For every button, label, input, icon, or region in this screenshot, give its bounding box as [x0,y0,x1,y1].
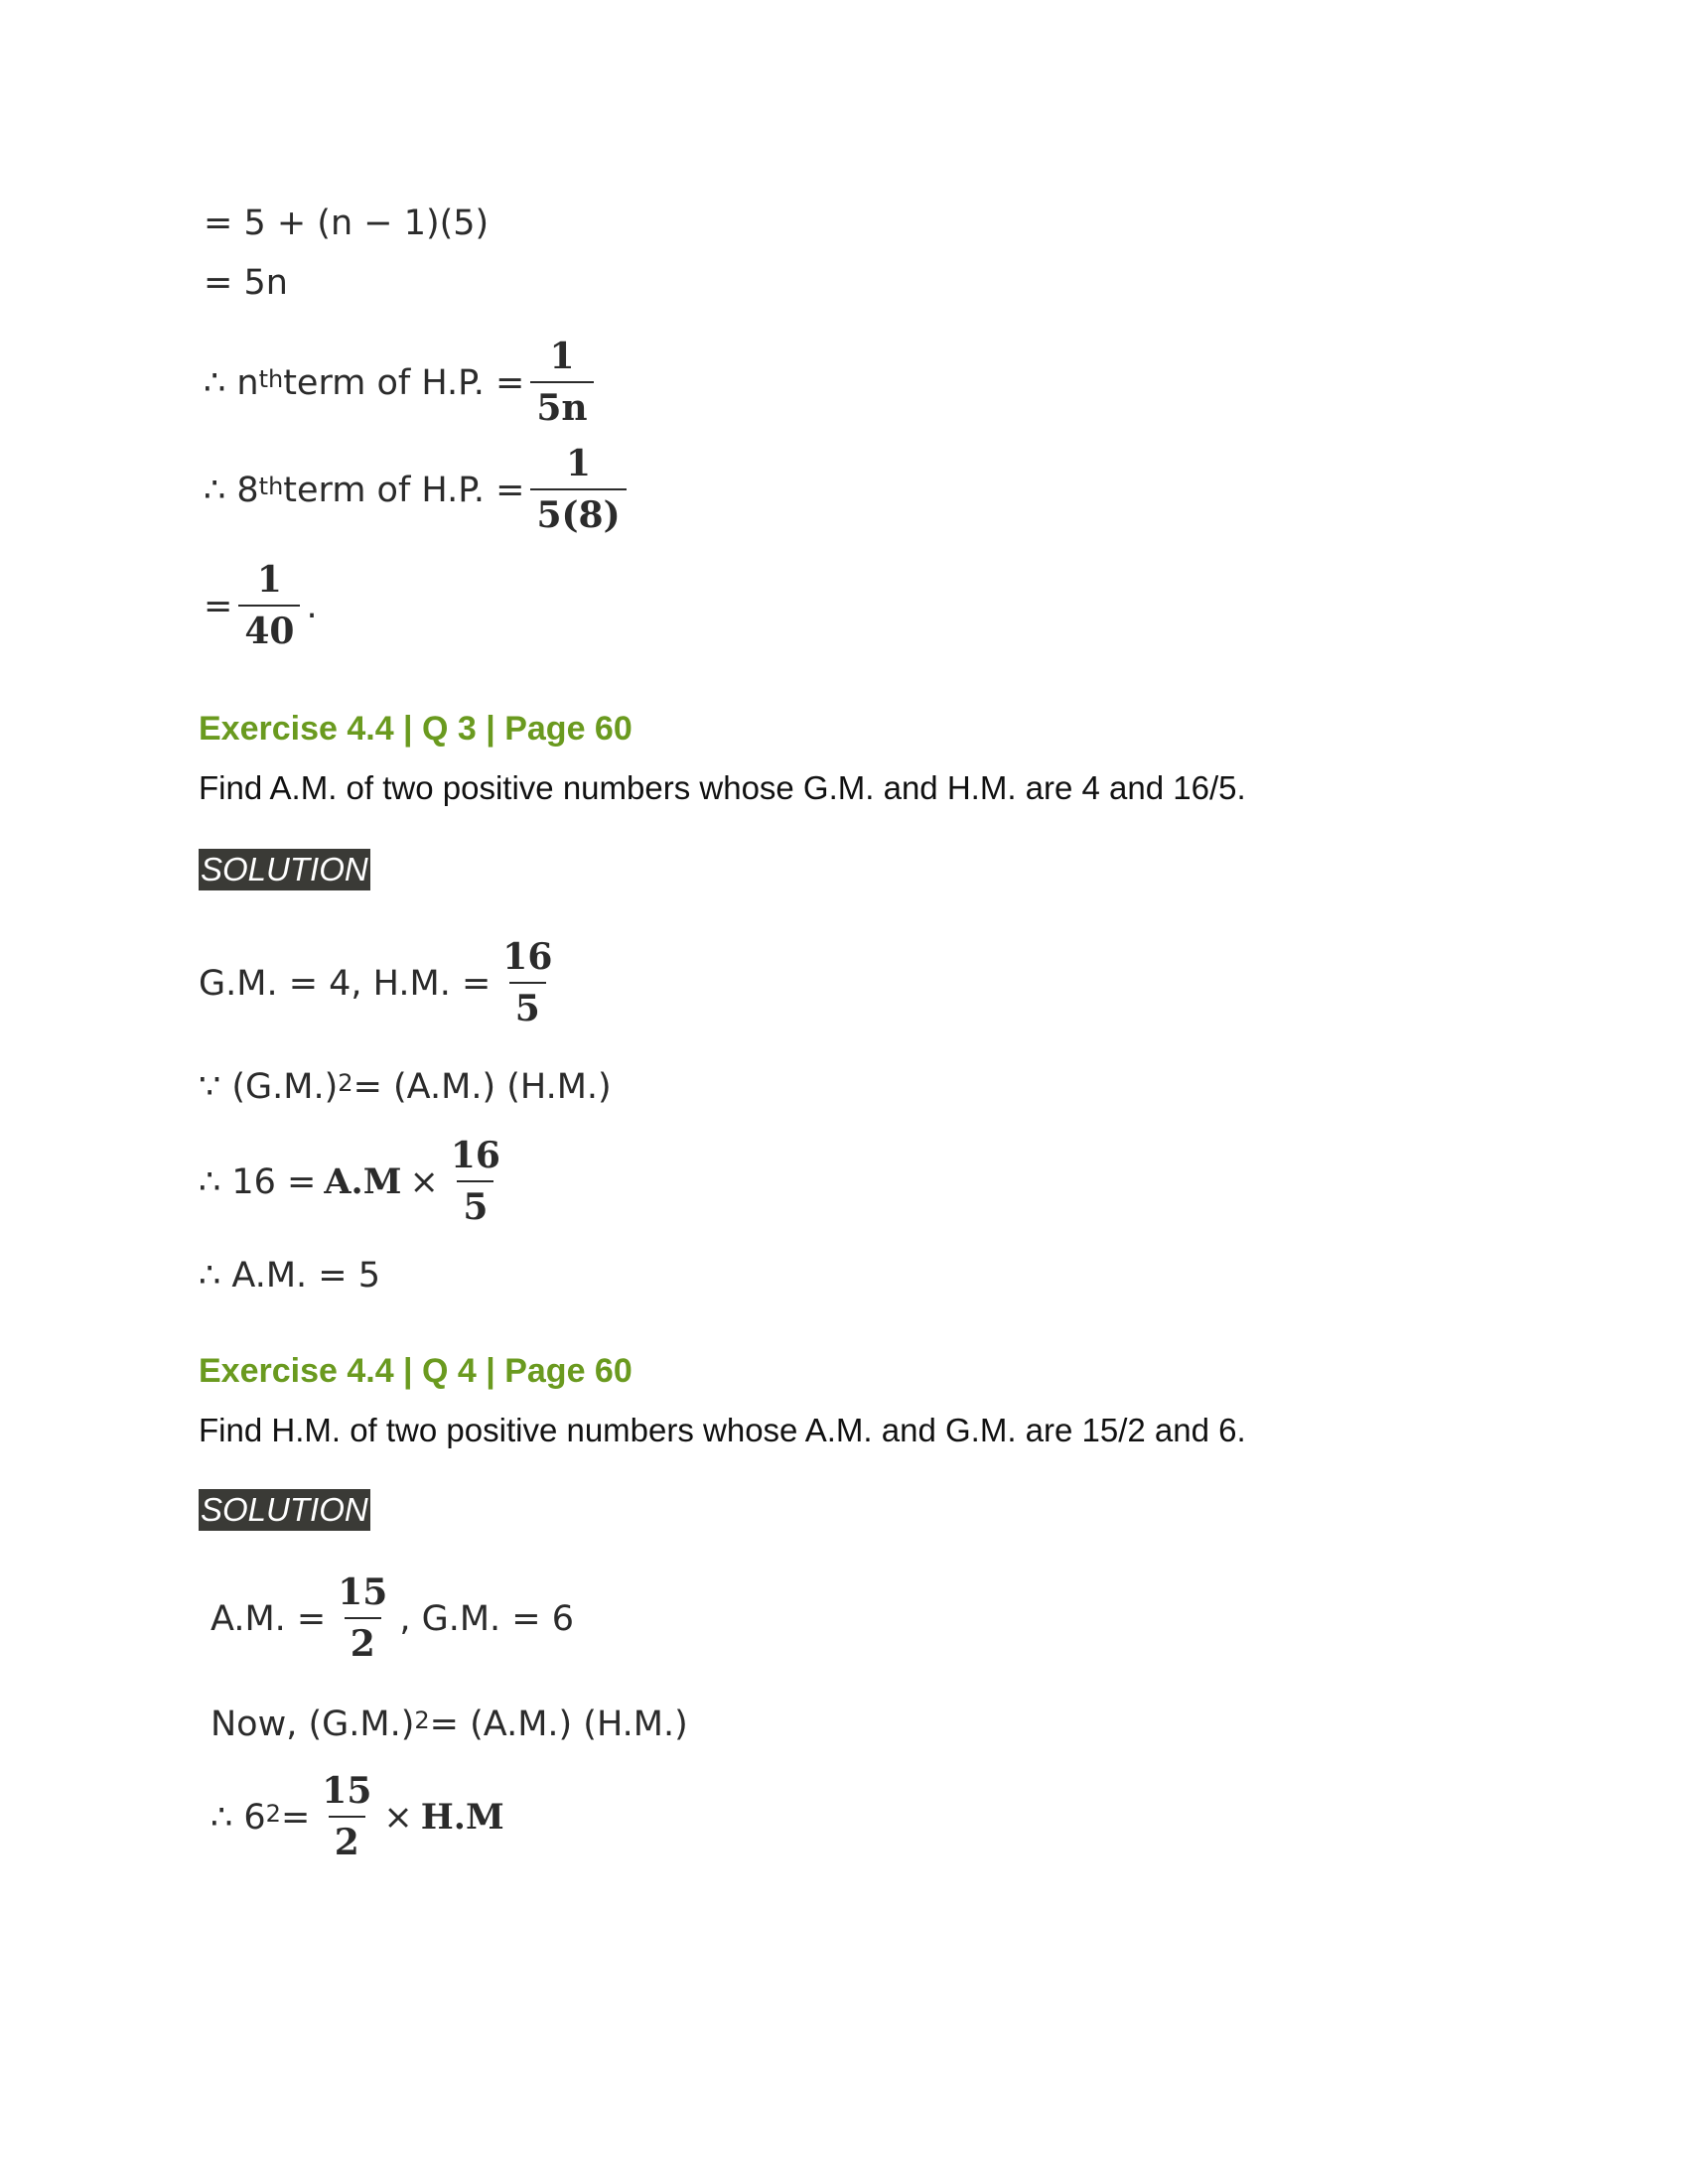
q3-step-3-a: ∴ 16 = [199,1161,317,1202]
numerator: 15 [338,1571,388,1613]
denominator: 5n [530,381,593,429]
line-4-prefix: ∴ 8 [204,470,259,510]
q4-step-2 [211,1705,688,1744]
line-3-sup: th [258,364,284,393]
q4-step-3-sup: 2 [265,1799,281,1828]
line-5-prefix: = [204,586,233,626]
q4-step-1 [211,1573,574,1664]
q3-step-2-a: ∵ (G.M.) [199,1067,339,1107]
line-5-suffix: . [306,586,318,626]
denominator: 5 [509,982,546,1029]
exercise-heading-q4: Exercise 4.4 | Q 4 | Page 60 [199,1352,633,1390]
fraction [530,338,593,428]
question-q3: Find A.M. of two positive numbers whose G.M. and H.M. are 4 and 16/5. [199,769,1246,806]
step-line-3 [204,338,600,428]
q3-step-4: ∴ A.M. = 5 [199,1256,381,1296]
question-q4: Find H.M. of two positive numbers whose A.M. and G.M. are 15/2 and 6. [199,1412,1246,1448]
line-3-text: term of H.P. = [283,362,525,403]
q3-step-2 [199,1067,612,1107]
numerator: 15 [322,1770,372,1812]
line-3-prefix: ∴ n [204,362,259,403]
numerator: 1 [549,336,575,377]
numerator: 16 [502,936,553,978]
times-sign: × [409,1161,439,1202]
q3-step-1-text: G.M. = 4, H.M. = [199,963,492,1004]
line-4-text: term of H.P. = [283,470,525,510]
fraction [496,938,558,1028]
solution-badge-q3: SOLUTION [199,849,370,890]
q3-step-3 [199,1137,512,1227]
fraction [316,1772,377,1862]
q4-step-2-sup: 2 [414,1706,430,1734]
q4-step-1-a: A.M. = [211,1598,327,1639]
line-4-sup: th [258,472,284,500]
q4-step-1-b: , G.M. = 6 [399,1598,575,1639]
am-symbol: A.M [324,1161,402,1203]
denominator: 40 [238,605,300,652]
denominator: 2 [329,1816,365,1863]
step-line-1: = 5 + (n − 1)(5) [204,204,490,243]
q3-step-2-b: = (A.M.) (H.M.) [352,1067,612,1107]
q3-step-1 [199,938,564,1028]
fraction [238,561,300,651]
solution-badge-q4: SOLUTION [199,1489,370,1531]
denominator: 5(8) [530,488,626,536]
exercise-heading-q3: Exercise 4.4 | Q 3 | Page 60 [199,710,633,748]
numerator: 1 [566,443,592,484]
q4-step-3-eq: = [280,1797,311,1838]
denominator: 5 [457,1180,493,1228]
q3-step-2-sup: 2 [338,1069,353,1097]
q4-step-2-a: Now, (G.M.) [211,1705,415,1744]
q4-step-2-b: = (A.M.) (H.M.) [429,1705,688,1744]
times-sign: × [383,1797,413,1838]
numerator: 16 [450,1135,500,1176]
denominator: 2 [345,1617,381,1665]
fraction [332,1573,393,1664]
fraction [445,1137,506,1227]
hm-symbol: H.M [420,1797,504,1839]
step-line-4 [204,445,633,535]
step-line-2: = 5n [204,263,288,303]
numerator: 1 [256,559,282,601]
step-line-5 [204,561,318,651]
q4-step-3 [211,1772,504,1862]
fraction [530,445,626,535]
q4-step-3-a: ∴ 6 [211,1797,266,1838]
